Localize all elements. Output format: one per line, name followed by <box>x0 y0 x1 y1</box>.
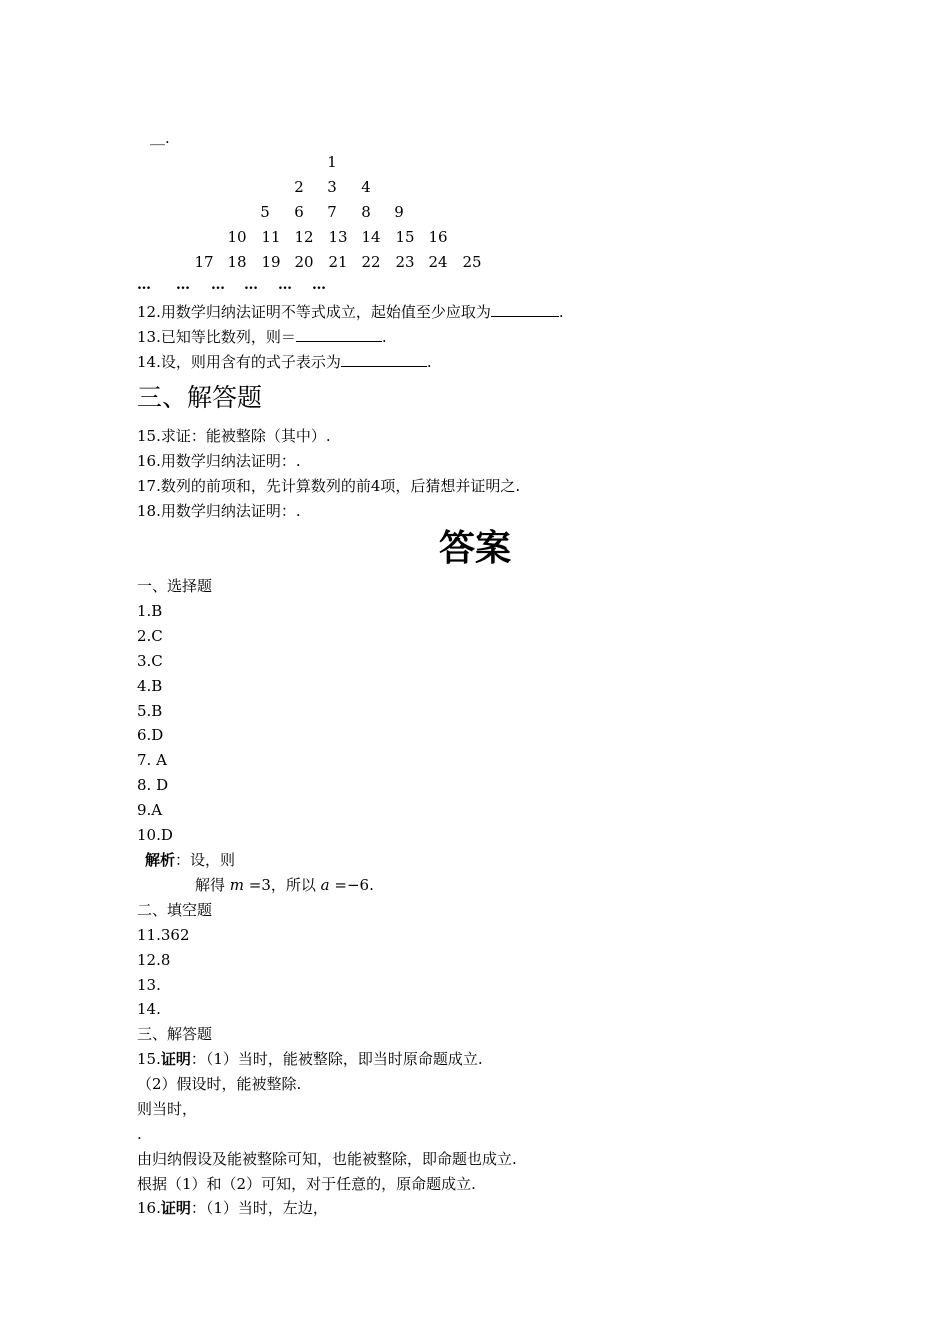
answer-6: 6.D <box>137 726 164 744</box>
triangle-number: 16 <box>428 228 448 246</box>
analysis-label: 解析 <box>145 851 176 869</box>
triangle-number: 17 <box>194 253 214 271</box>
solution-text: =3，所以 <box>244 876 321 894</box>
answer-9: 9.A <box>137 801 163 819</box>
answer-15-line-4: . <box>137 1125 142 1143</box>
answer-5: 5.B <box>137 702 163 720</box>
question-12 <box>137 302 564 322</box>
answer-blank <box>341 352 427 367</box>
ellipsis-mark: … <box>244 277 258 293</box>
triangle-number: 14 <box>361 228 381 246</box>
solution-text: =−6. <box>329 876 374 894</box>
answer-13: 13. <box>137 976 161 994</box>
answer-8: 8. D <box>137 776 169 794</box>
answer-2: 2.C <box>137 627 163 645</box>
answer-number: 16. <box>137 1199 161 1217</box>
ellipsis-mark: … <box>137 277 151 293</box>
answer-15-line-5: 由归纳假设及能被整除可知，也能被整除，即命题也成立. <box>137 1150 517 1168</box>
triangle-number: 22 <box>361 253 381 271</box>
question-14-text: 14.设，则用含有的式子表示为 <box>137 353 341 371</box>
answer-title: 答案 <box>438 527 511 569</box>
answer-blank <box>296 327 382 342</box>
answer-section-1: 一、选择题 <box>137 577 213 595</box>
proof-label: 证明 <box>160 1199 191 1217</box>
triangle-number: 18 <box>227 253 247 271</box>
question-13-end: . <box>381 328 387 346</box>
ellipsis-mark: … <box>211 277 225 293</box>
question-16: 16.用数学归纳法证明：. <box>137 452 301 470</box>
ellipsis-mark: … <box>278 277 292 293</box>
question-15: 15.求证：能被整除（其中）. <box>137 427 331 445</box>
answer-7: 7. A <box>137 751 167 769</box>
triangle-number: 2 <box>294 178 304 196</box>
triangle-number: 8 <box>361 203 371 221</box>
answer-10: 10.D <box>137 826 173 844</box>
question-12-text: 12.用数学归纳法证明不等式成立，起始值至少应取为 <box>137 303 491 321</box>
triangle-number: 20 <box>294 253 314 271</box>
question-18: 18.用数学归纳法证明：. <box>137 502 301 520</box>
triangle-number: 13 <box>328 228 348 246</box>
triangle-number: 6 <box>294 203 304 221</box>
question-12-end: . <box>558 303 564 321</box>
answer-15-line-6: 根据（1）和（2）可知，对于任意的，原命题成立. <box>137 1175 476 1193</box>
triangle-number: 3 <box>327 178 337 196</box>
triangle-number: 19 <box>261 253 281 271</box>
triangle-number: 10 <box>227 228 247 246</box>
question-17: 17.数列的前项和，先计算数列的前4项，后猜想并证明之. <box>137 477 521 495</box>
variable-m: m <box>229 876 245 894</box>
proof-text: ：（1）当时，能被整除，即当时原命题成立. <box>190 1050 483 1068</box>
variable-a: a <box>320 876 330 894</box>
proof-label: 证明 <box>160 1050 191 1068</box>
solution-text: 解得 <box>195 876 230 894</box>
triangle-number: 21 <box>328 253 348 271</box>
answer-14: 14. <box>137 1000 161 1018</box>
answer-section-2: 二、填空题 <box>137 901 213 919</box>
ellipsis-mark: … <box>312 277 326 293</box>
answer-12: 12.8 <box>137 951 171 969</box>
triangle-number: 7 <box>327 203 337 221</box>
triangle-number: 23 <box>395 253 415 271</box>
proof-text: ：（1）当时，左边， <box>190 1199 328 1217</box>
question-14 <box>137 352 432 372</box>
answer-number: 15. <box>137 1050 161 1068</box>
triangle-number: 11 <box>261 228 281 246</box>
triangle-number: 1 <box>327 153 337 171</box>
analysis-line <box>145 850 235 870</box>
triangle-number: 9 <box>394 203 404 221</box>
answer-blank <box>491 302 559 317</box>
triangle-number: 4 <box>361 178 371 196</box>
section-3-heading: 三、解答题 <box>137 383 263 412</box>
answer-15-line-2: （2）假设时，能被整除. <box>137 1075 302 1093</box>
answer-16-line-1 <box>137 1198 328 1218</box>
triangle-number: 5 <box>260 203 270 221</box>
ellipsis-mark: … <box>176 277 190 293</box>
triangle-number: 15 <box>395 228 415 246</box>
analysis-text: ：设，则 <box>175 851 236 869</box>
triangle-number: 12 <box>294 228 314 246</box>
answer-15-line-1 <box>137 1049 483 1069</box>
answer-section-3: 三、解答题 <box>137 1025 213 1043</box>
answer-4: 4.B <box>137 677 163 695</box>
answer-1: 1.B <box>137 602 163 620</box>
solution-line <box>195 875 374 895</box>
answer-11: 11.362 <box>137 926 190 944</box>
question-14-end: . <box>426 353 432 371</box>
question-13 <box>137 327 387 347</box>
top-fragment: ＿. <box>150 129 170 147</box>
question-13-text: 13.已知等比数列，则＝ <box>137 328 296 346</box>
triangle-number: 24 <box>428 253 448 271</box>
answer-15-line-3: 则当时， <box>137 1100 198 1118</box>
answer-3: 3.C <box>137 652 163 670</box>
triangle-number: 25 <box>462 253 482 271</box>
